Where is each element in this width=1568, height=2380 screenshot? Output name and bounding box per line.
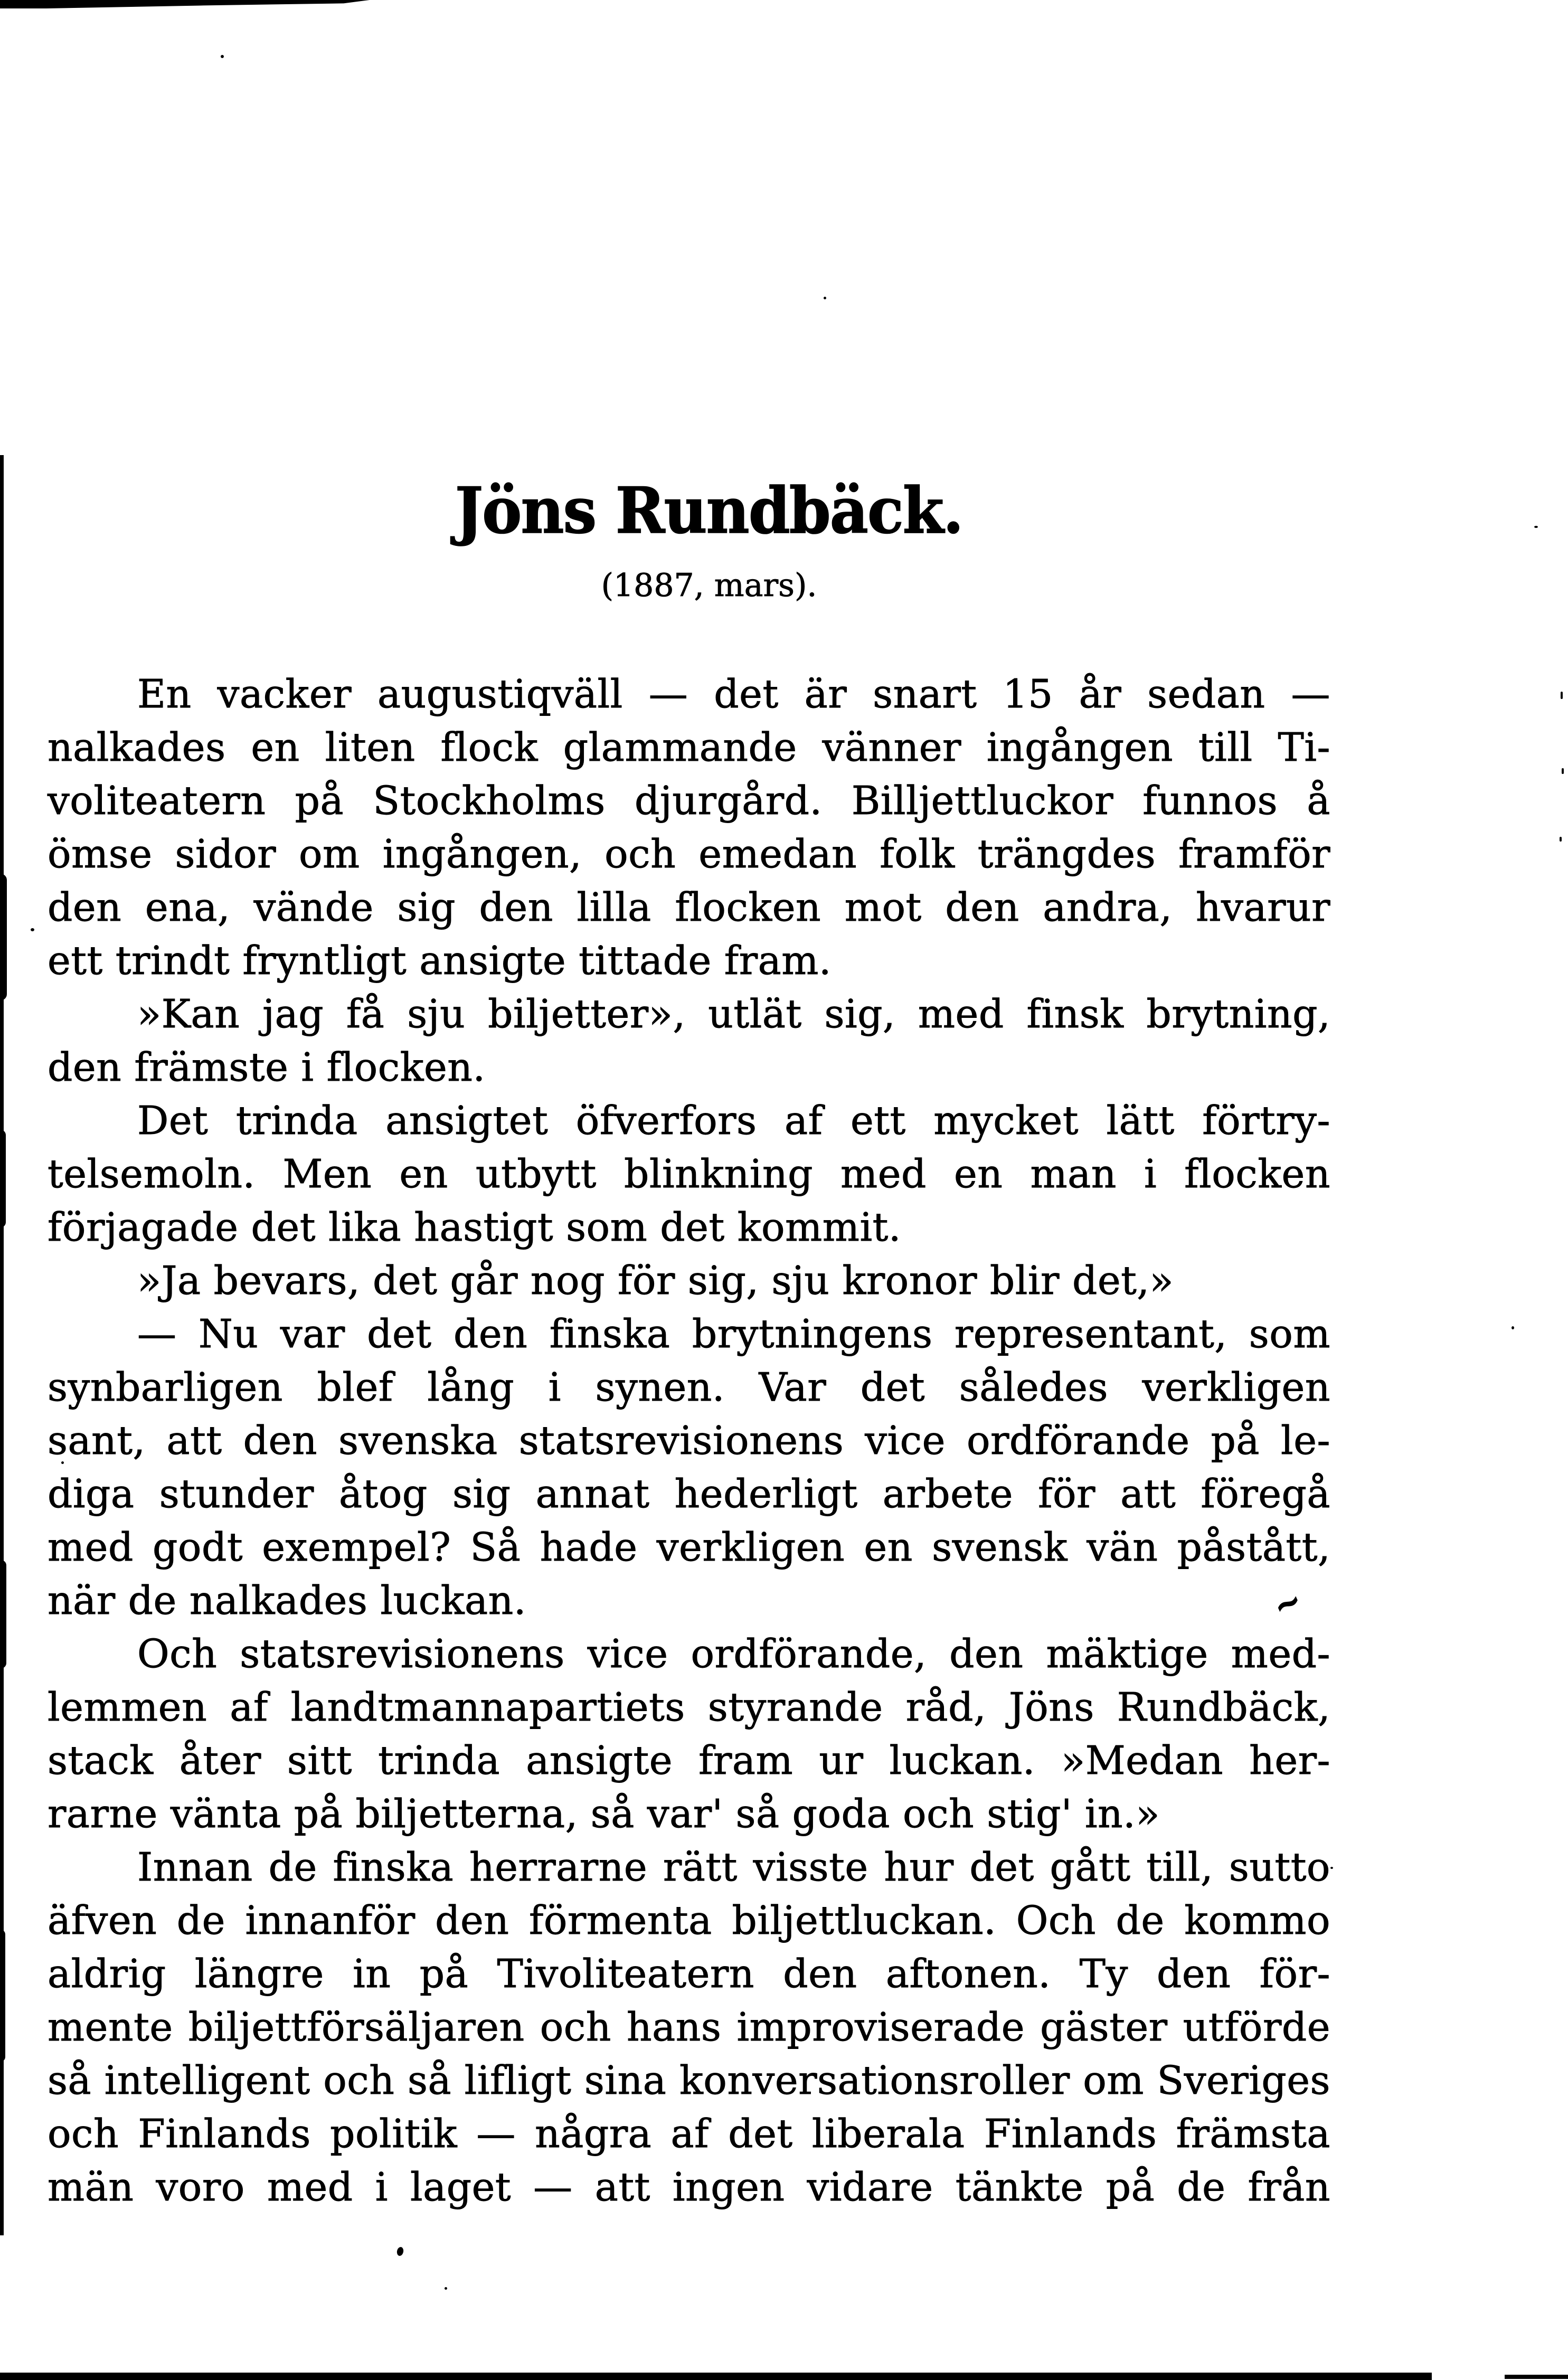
scan-speck	[445, 2287, 447, 2290]
text-line: den främste i flocken.	[48, 1045, 486, 1090]
text-line: synbarligen blef lång i synen. Var det således verkligen	[48, 1365, 1330, 1410]
scan-artifact-bottom-bar	[0, 2373, 1432, 2380]
text-line: Och statsrevisionens vice ordförande, den mäktige med-	[137, 1631, 1330, 1677]
text-line: aldrig längre in på Tivoliteatern den aftonen. Ty den för-	[48, 1951, 1330, 1997]
scan-speck	[221, 55, 224, 58]
text-line: mente biljettförsäljaren och hans improviserade gäster utförde	[48, 2005, 1330, 2050]
text-line: och Finlands politik — några af det liberala Finlands främsta	[48, 2111, 1330, 2157]
text-line: »Ja bevars, det går nog för sig, sju kronor blir det,»	[137, 1258, 1174, 1304]
chapter-header	[68, 474, 1350, 605]
scan-speck	[1560, 837, 1562, 842]
scan-speck	[1561, 692, 1563, 699]
text-line: Innan de finska herrarne rätt visste hur det gått till, sutto	[137, 1845, 1330, 1890]
text-line: »Kan jag få sju biljetter», utlät sig, med finsk brytning,	[137, 991, 1330, 1037]
text-line: En vacker augustiqväll — det är snart 15 år sedan —	[137, 672, 1330, 717]
text-line: så intelligent och så lifligt sina konversationsroller om Sveriges	[48, 2058, 1330, 2103]
chapter-date	[68, 566, 1350, 605]
body-text	[48, 668, 1330, 2214]
text-line: sant, att den svenska statsrevisionens vice ordförande på le-	[48, 1418, 1330, 1463]
scan-artifact-left-bump	[0, 1930, 5, 2062]
text-line: nalkades en liten flock glammande vänner ingången till Ti-	[48, 725, 1330, 770]
scan-artifact-squiggle: ~	[1268, 1581, 1308, 1626]
text-line: stack åter sitt trinda ansigte fram ur luckan. »Medan her-	[48, 1738, 1330, 1783]
text-line: telsemoln. Men en utbytt blinkning med en man i flocken	[48, 1151, 1330, 1197]
scan-artifact-left-bump	[0, 1130, 6, 1227]
text-line: lemmen af landtmannapartiets styrande råd, Jöns Rundbäck,	[48, 1685, 1330, 1730]
scan-speck	[1330, 1867, 1333, 1869]
text-line: Det trinda ansigtet öfverfors af ett mycket lätt förtry-	[137, 1098, 1330, 1144]
text-line: ett trindt fryntligt ansigte tittade fram.	[48, 938, 832, 984]
scan-artifact-left-bump	[0, 1560, 6, 1668]
text-line: män voro med i laget — att ingen vidare tänkte på de från	[48, 2165, 1330, 2210]
scan-speck	[31, 928, 34, 931]
text-line: den ena, vände sig den lilla flocken mot den andra, hvarur	[48, 885, 1330, 930]
scan-speck	[1534, 526, 1538, 528]
scan-speck	[1562, 768, 1564, 774]
text-line: när de nalkades luckan.	[48, 1578, 526, 1623]
text-line: med godt exempel? Så hade verkligen en svensk vän påstått,	[48, 1525, 1330, 1570]
text-line: ömse sidor om ingången, och emedan folk trängdes framför	[48, 832, 1330, 877]
scan-speck	[396, 2246, 404, 2256]
scan-artifact-top-bar	[0, 0, 370, 8]
chapter-title	[68, 474, 1350, 548]
chapter-date-text: (1887, mars).	[601, 567, 817, 604]
text-line: äfven de innanför den förmenta biljettluckan. Och de kommo	[48, 1898, 1330, 1943]
text-line: voliteatern på Stockholms djurgård. Billjettluckor funnos å	[48, 778, 1330, 824]
scan-speck	[1512, 1326, 1514, 1329]
text-line: rarne vänta på biljetterna, så var' så goda och stig' in.»	[48, 1791, 1160, 1837]
text-line: diga stunder åtog sig annat hederligt arbete för att föregå	[48, 1471, 1330, 1517]
text-line: förjagade det lika hastigt som det kommit.	[48, 1205, 901, 1250]
text-line: — Nu var det den finska brytningens representant, som	[137, 1311, 1330, 1357]
scan-artifact-left-bump	[0, 874, 7, 1000]
chapter-title-text: Jöns Rundbäck.	[455, 474, 963, 548]
scan-speck	[824, 297, 826, 299]
scan-artifact-bottom-bar	[1505, 2375, 1568, 2379]
